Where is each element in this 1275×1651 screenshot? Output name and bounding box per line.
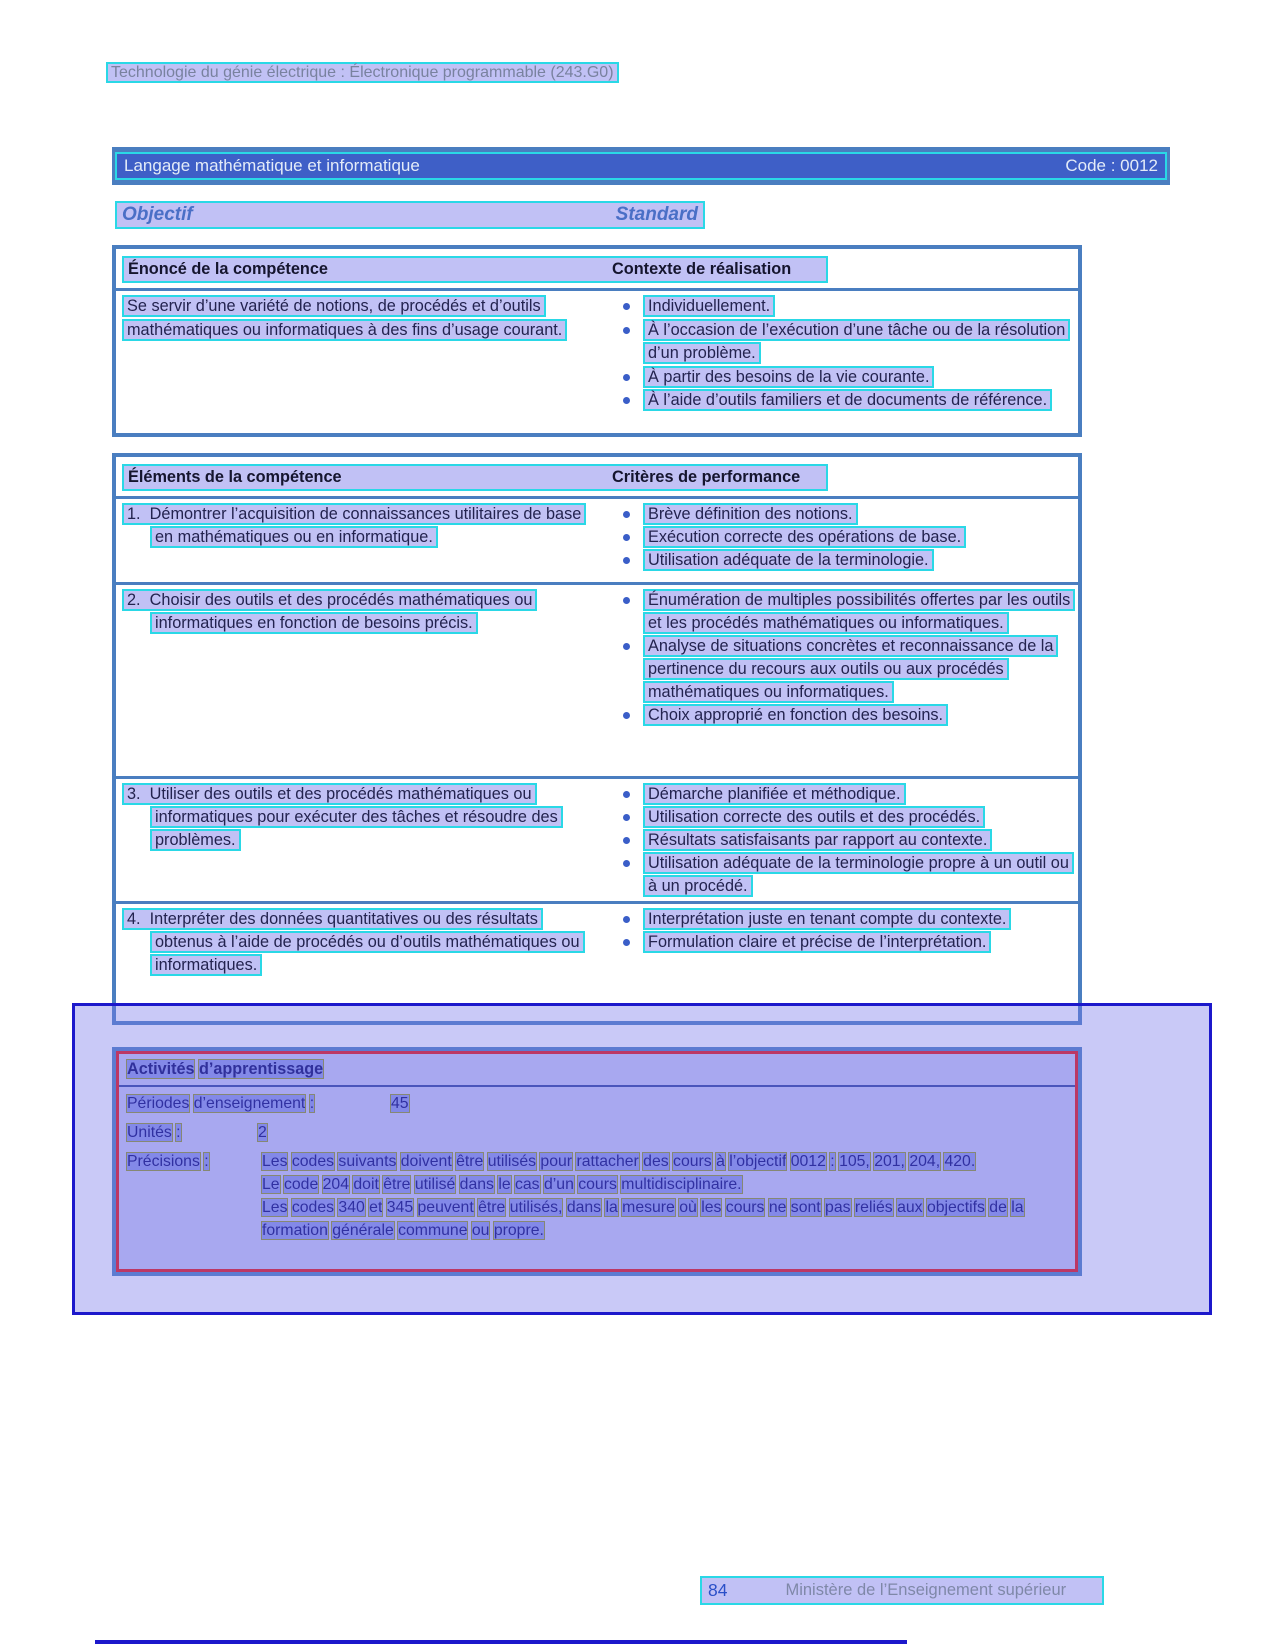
list-item [616,783,1078,806]
objective-code: Code : 0012 [1065,156,1158,175]
title-bar-highlight [115,152,1167,180]
bullet-icon [623,557,630,564]
element-cell [116,503,608,582]
criteria-cell [608,503,1078,582]
elements-table [112,453,1082,1025]
table-row [116,499,1078,582]
criterion: Démarche planifiée et méthodique. [643,783,906,805]
header-contexte: Contexte de réalisation [612,260,792,278]
context-bullet: À l’aide d’outils familiers et de documents de référence. [643,389,1052,411]
criterion: Énumération de multiples possibilités offertes par les outils et les procédés mathématiques ou informatiques. [643,589,1075,634]
competence-header-highlight [122,256,828,283]
element-cell [116,783,608,901]
page-bottom-rule [95,1640,907,1644]
heading-objectif: Objectif [122,204,193,225]
ministry-name: Ministère de l’Enseignement supérieur [785,1581,1067,1599]
precisions-text: Les codes suivants doivent être utilisés pour rattacher des cours à l’objectif 0012 : 105, 201, 204, 420. [262,1153,976,1170]
activities-red-frame [116,1051,1078,1272]
list-item [616,704,1078,727]
context-bullet: À partir des besoins de la vie courante. [643,366,934,388]
list-item [616,295,1078,319]
competence-table-header [116,249,1078,291]
criterion: Analyse de situations concrètes et reconnaissance de la pertinence du recours aux outils ou aux procédés mathématiques ou informatiques. [643,635,1058,703]
title-bar [112,147,1170,185]
list-item [616,908,1078,931]
units-label: Unités : [127,1124,181,1141]
context-bullet: À l’occasion de l’exécution d’une tâche ou de la résolution d’un problème. [643,319,1070,365]
bullet-icon [623,939,630,946]
competence-statement: Se servir d’une variété de notions, de procédés et d’outils mathématiques ou informatiques à des fins d’usage courant. [122,295,567,341]
units-value: 2 [258,1124,267,1141]
bullet-icon [623,837,630,844]
header-elements: Éléments de la compétence [128,468,342,486]
criterion: Utilisation adéquate de la terminologie propre à un outil ou à un procédé. [643,852,1074,897]
table-row [116,582,1078,776]
list-item [616,366,1078,390]
criterion: Choix approprié en fonction des besoins. [643,704,948,726]
bullet-icon [623,916,630,923]
list-item [616,526,1078,549]
page-number: 84 [708,1580,728,1600]
list-item [616,589,1078,635]
bullet-icon [623,791,630,798]
table-row [116,901,1078,1029]
element-cell [116,908,608,1029]
list-item [616,635,1078,704]
element-text: 4. Interpréter des données quantitatives ou des résultats obtenus à l’aide de procédés ou d’outils mathématiques ou informatiques. [122,908,585,976]
periods-label: Périodes d’enseignement : [127,1095,315,1112]
criterion: Interprétation juste en tenant compte du contexte. [643,908,1011,930]
elements-header-highlight [122,464,828,491]
criteria-cell [608,908,1078,1029]
bullet-icon [623,643,630,650]
bullet-icon [623,860,630,867]
element-text: 1. Démontrer l’acquisition de connaissances utilitaires de base en mathématiques ou en informatique. [122,503,586,548]
precisions-line [262,1173,1052,1196]
precisions-text: Les codes 340 et 345 peuvent être utilisés, dans la mesure où les cours ne sont pas reliés aux objectifs de la formation générale commune ou propre. [262,1199,1024,1239]
list-item [616,549,1078,572]
doc-header [106,64,619,82]
section-headings [115,201,705,229]
bullet-icon [623,374,630,381]
bullet-icon [623,712,630,719]
list-item [616,852,1078,898]
bullet-icon [623,534,630,541]
precisions-line [262,1196,1052,1242]
element-text: 3. Utiliser des outils et des procédés mathématiques ou informatiques pour exécuter des tâches et résoudre des problèmes. [122,783,563,851]
precisions-text: Le code 204 doit être utilisé dans le cas d’un cours multidisciplinaire. [262,1176,742,1193]
competence-table [112,245,1082,437]
units-row [119,1116,1075,1145]
criterion: Formulation claire et précise de l’interprétation. [643,931,991,953]
criteria-cell [608,783,1078,901]
doc-header-text: Technologie du génie électrique : Électronique programmable (243.G0) [106,62,619,83]
elements-table-header [116,457,1078,499]
list-item [616,931,1078,954]
criteria-cell [608,589,1078,776]
context-bullet: Individuellement. [643,295,775,317]
list-item [616,503,1078,526]
activities-title-row [119,1054,1075,1087]
context-cell [608,295,1078,439]
header-enonce: Énoncé de la compétence [128,260,328,278]
objective-title: Langage mathématique et informatique [124,156,420,175]
bullet-icon [623,327,630,334]
list-item [616,829,1078,852]
activities-table [112,1047,1082,1276]
precisions-label: Précisions : [127,1153,209,1170]
page-footer [700,1576,1104,1605]
activities-title: Activités d’apprentissage [127,1060,324,1078]
bullet-icon [623,303,630,310]
criterion: Utilisation adéquate de la terminologie. [643,549,934,571]
table-row [116,776,1078,901]
periods-value: 45 [391,1095,409,1112]
competence-row [116,291,1078,439]
bullet-icon [623,597,630,604]
list-item [616,319,1078,366]
competence-statement-cell [116,295,608,439]
precisions-body [262,1150,1052,1242]
heading-standard: Standard [615,204,698,225]
criterion: Brève définition des notions. [643,503,858,525]
periods-row [119,1087,1075,1116]
list-item [616,389,1078,413]
bullet-icon [623,814,630,821]
list-item [616,806,1078,829]
element-cell [116,589,608,776]
criterion: Utilisation correcte des outils et des procédés. [643,806,985,828]
criterion: Exécution correcte des opérations de base. [643,526,966,548]
precisions-row [119,1145,1075,1242]
precisions-line [262,1150,1052,1173]
element-text: 2. Choisir des outils et des procédés mathématiques ou informatiques en fonction de besoins précis. [122,589,537,634]
bullet-icon [623,511,630,518]
header-criteres: Critères de performance [612,468,801,486]
bullet-icon [623,397,630,404]
criterion: Résultats satisfaisants par rapport au contexte. [643,829,992,851]
